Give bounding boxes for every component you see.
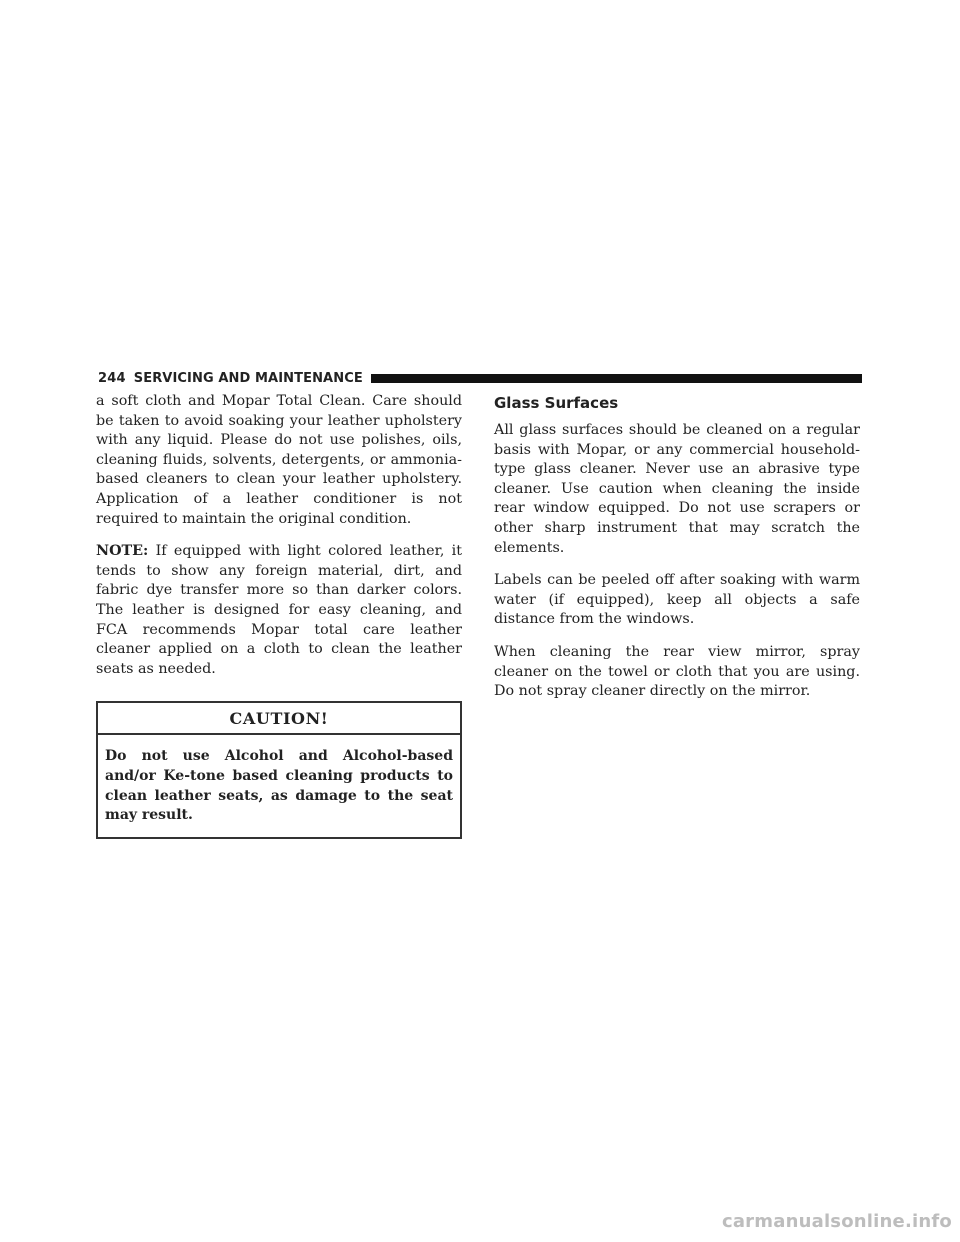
note-label: NOTE:	[96, 543, 149, 560]
caution-box	[96, 701, 462, 838]
page-number: 244	[98, 370, 126, 386]
left-column	[96, 392, 462, 839]
watermark: carmanualsonline.info	[721, 1211, 952, 1232]
header-rule	[371, 374, 862, 383]
leather-care-paragraph: a soft cloth and Mopar Total Clean. Care should be taken to avoid soaking your leather upholstery with any liquid. Please do not use polishes, oils, cleaning fluids, solvents, detergents, or ammonia-based cleaners to clean your leather upholstery. Application of a leather conditioner is not required to maintain the original condition.	[96, 393, 462, 527]
note-paragraph	[96, 542, 462, 679]
mirror-paragraph: When cleaning the rear view mirror, spray cleaner on the towel or cloth that you are using. Do not spray cleaner directly on the mirror.	[494, 643, 860, 700]
caution-title: CAUTION!	[98, 703, 460, 735]
note-text: If equipped with light colored leather, it tends to show any foreign material, dirt, and fabric dye transfer more so than darker colors. The leather is designed for easy cleaning, and FCA recommends Mopar total care leather cleaner applied on a cloth to clean the leather seats as needed.	[96, 543, 462, 677]
glass-cleaning-paragraph: All glass surfaces should be cleaned on a regular basis with Mopar, or any commercial household-type glass cleaner. Never use an abrasive type cleaner. Use caution when cleaning the inside rear window equipped. Do not use scrapers or other sharp instrument that may scratch the elements.	[494, 422, 860, 556]
glass-surfaces-heading: Glass Surfaces	[494, 394, 619, 412]
section-title: SERVICING AND MAINTENANCE	[133, 370, 363, 386]
caution-body: Do not use Alcohol and Alcohol-based and/or Ke-tone based cleaning products to clean leather seats, as damage to the seat may result.	[105, 748, 453, 824]
labels-paragraph: Labels can be peeled off after soaking with warm water (if equipped), keep all objects a safe distance from the windows.	[494, 572, 860, 628]
right-column	[494, 392, 860, 715]
running-header	[98, 370, 862, 386]
